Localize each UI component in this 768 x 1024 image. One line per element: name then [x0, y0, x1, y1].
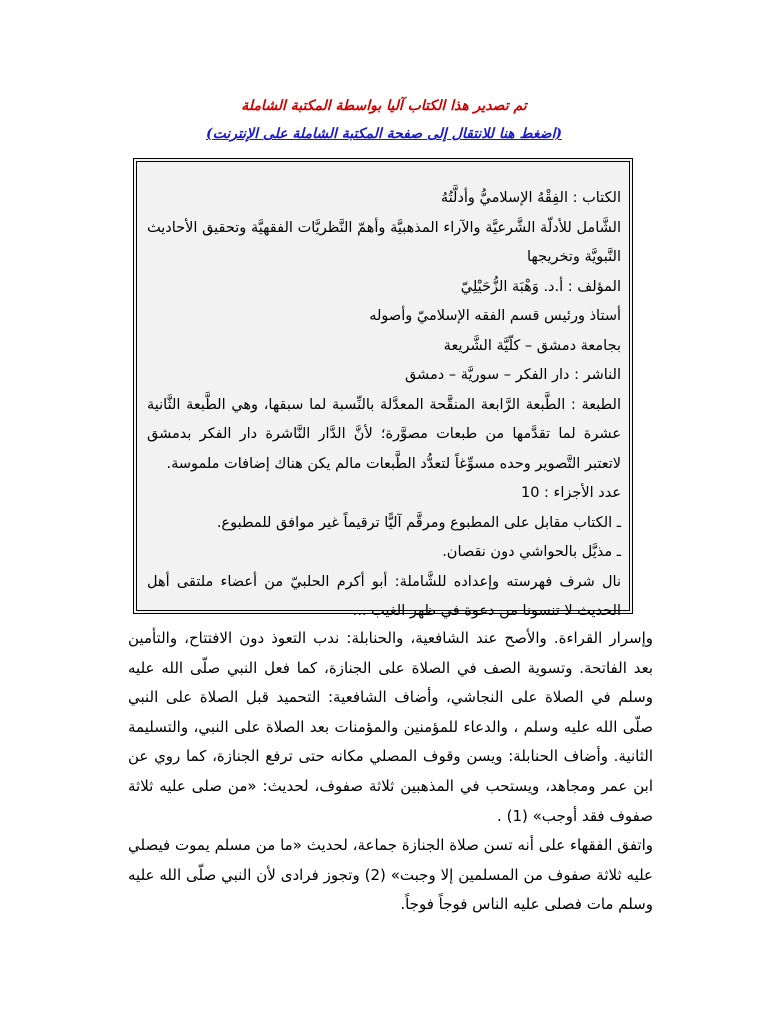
page-header [0, 92, 768, 148]
volumes-line: عدد الأجزاء : 10 [521, 485, 621, 501]
body-text [128, 624, 653, 920]
indexer-credit-line: نال شرف فهرسته وإعداده للشَّاملة: أبو أكرم الحلبيّ من أعضاء ملتقى أهل الحديث لا تنسونا من دعوة في ظهر الغيب ... [147, 573, 621, 619]
author-university-line: بجامعة دمشق – كلّيَّة الشَّريعة [443, 337, 621, 354]
book-title-line: الكتاب : الفِقْهُ الإسلاميُّ وأدلَّتُهُ [440, 190, 621, 206]
body-paragraph: وإسرار القراءة. والأصح عند الشافعية، والحنابلة: ندب التعوذ دون الافتتاح، والتأمين بعد الفاتحة. وتسوية الصف في الصلاة على الجنازة، كما فعل النبي صلّى الله عليه وسلم في الصلاة على النجاشي، وأضاف الشافعية: التحميد قبل الصلاة على النبي صلّى الله عليه وسلم ، والدعاء للمؤمنين والمؤمنات بعد الصلاة على النبي، والتسليمة الثانية. وأضاف الحنابلة: ويسن وقوف المصلي مكانه حتى ترفع الجنازة، كما روي عن ابن عمر ومجاهد، ويستحب في المذهبين ثلاثة صفوف، لحديث: «من صلى عليه ثلاثة صفوف فقد أوجب» (1) . [128, 629, 653, 825]
body-paragraph: واتفق الفقهاء على أنه تسن صلاة الجنازة جماعة، لحديث «ما من مسلم يموت فيصلي عليه ثلاثة صفوف من المسلمين إلا وجبت» (2) وتجوز فرادى لأن النبي صلّى الله عليه وسلم مات فصلى عليه الناس فوجاً فوجاً. [128, 836, 653, 914]
export-note: تم تصدير هذا الكتاب آليا بواسطة المكتبة الشاملة [241, 98, 527, 114]
online-library-link[interactable]: (اضغط هنا للانتقال إلى صفحة المكتبة الشاملة على الإنترنت) [205, 126, 563, 142]
author-title-line: أستاذ ورئيس قسم الفقه الإسلاميّ وأصوله [369, 308, 621, 324]
book-info-box [133, 158, 633, 619]
publisher-line: الناشر : دار الفكر – سوريَّة – دمشق [404, 367, 621, 383]
book-subtitle-line: الشَّامل للأدلّة الشَّرعيَّة والآراء المذهبيَّة وأهمّ النَّظريَّات الفقهيَّة وتحقيق الأحاديث النَّبويَّة وتخريجها [147, 219, 621, 265]
author-line: المؤلف : أ.د. وَهْبَة الزُّحَيْلِيّ [460, 278, 621, 295]
numbering-note-line: ـ الكتاب مقابل على المطبوع ومرقَّم آليًّا ترقيماً غير موافق للمطبوع. [216, 514, 621, 531]
edition-line: الطبعة : الطَّبعة الرَّابعة المنقَّحة المعدَّلة بالنِّسبة لما سبقها، وهي الطَّبعة الثَّانية عشرة لما تقدَّمها من طبعات مصوَّرة؛ لأنَّ الدَّار النَّاشرة دار الفكر بدمشق لاتعتبر التَّصوير وحده مسوِّغاً لتعدُّد الطَّبعات مالم يكن هناك إضافات ملموسة. [147, 396, 621, 472]
footnotes-note-line: ـ مذيَّل بالحواشي دون نقصان. [442, 544, 621, 560]
